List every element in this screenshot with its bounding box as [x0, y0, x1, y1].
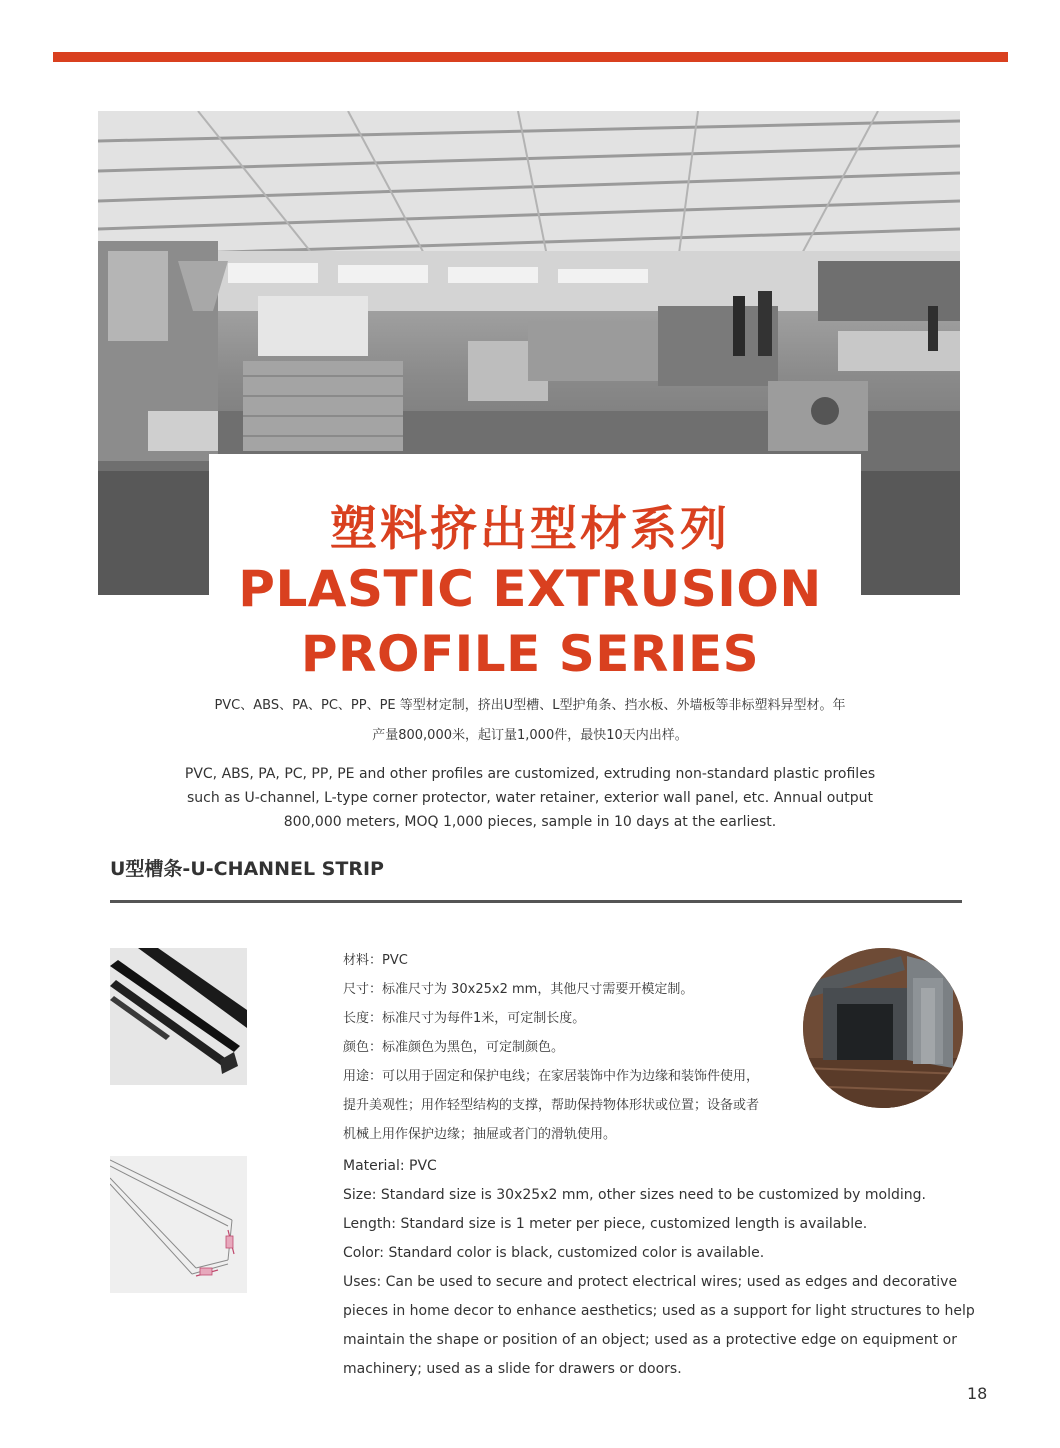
u-channel-closeup-photo: [803, 948, 963, 1108]
spec-uses-en: machinery; used as a slide for drawers or doors.: [343, 1361, 682, 1377]
description-english: [180, 762, 880, 834]
spec-uses-en: pieces in home decor to enhance aesthetics; used as a support for light structures to help: [343, 1303, 975, 1319]
page-number: 18: [967, 1384, 988, 1403]
title-english-line-2: PROFILE SERIES: [300, 625, 760, 683]
section-divider: [110, 900, 962, 903]
spec-uses-cn: 机械上用作保护边缘；抽屉或者门的滑轨使用。: [343, 1127, 617, 1142]
description-chinese-line-2: 产量800,000米，起订量1,000件，最快10天内出样。: [372, 728, 688, 743]
spec-size-en: Size: Standard size is 30x25x2 mm, other sizes need to be customized by molding.: [343, 1187, 926, 1203]
description-english-line: PVC, ABS, PA, PC, PP, PE and other profiles are customized, extruding non-standard plastic profiles: [184, 766, 876, 782]
u-channel-technical-drawing: [110, 1156, 247, 1293]
section-title: U型槽条-U-CHANNEL STRIP: [110, 858, 384, 880]
specifications-chinese: [343, 946, 793, 1149]
title-chinese: 塑料挤出型材系列: [330, 502, 730, 557]
description-english-line: such as U-channel, L-type corner protector, water retainer, exterior wall panel, etc. Annual output: [187, 790, 873, 806]
description-chinese-line-1: PVC、ABS、PA、PC、PP、PE 等型材定制，挤出U型槽、L型护角条、挡水板、外墙板等非标塑料异型材。年: [214, 698, 846, 713]
spec-material-cn: 材料：PVC: [343, 953, 408, 968]
spec-uses-en: Uses: Can be used to secure and protect electrical wires; used as edges and decorative: [343, 1274, 958, 1290]
u-channel-product-photo: [110, 948, 247, 1085]
spec-material-en: Material: PVC: [343, 1158, 437, 1174]
spec-length-cn: 长度：标准尺寸为每件1米，可定制长度。: [343, 1011, 586, 1026]
description-english-line: 800,000 meters, MOQ 1,000 pieces, sample in 10 days at the earliest.: [283, 814, 777, 830]
title-english-line-1: PLASTIC EXTRUSION: [238, 560, 822, 618]
specifications-english: [343, 1152, 975, 1384]
spec-color-en: Color: Standard color is black, customized color is available.: [343, 1245, 765, 1261]
top-accent-bar: [53, 52, 1008, 62]
spec-uses-cn: 提升美观性；用作轻型结构的支撑，帮助保持物体形状或位置；设备或者: [343, 1098, 760, 1113]
spec-uses-cn: 用途：可以用于固定和保护电线；在家居装饰中作为边缘和装饰件使用，: [343, 1069, 760, 1084]
spec-uses-en: maintain the shape or position of an object; used as a protective edge on equipment or: [343, 1332, 957, 1348]
spec-length-en: Length: Standard size is 1 meter per piece, customized length is available.: [343, 1216, 868, 1232]
spec-color-cn: 颜色：标准颜色为黑色，可定制颜色。: [343, 1040, 565, 1055]
spec-size-cn: 尺寸：标准尺寸为 30x25x2 mm，其他尺寸需要开模定制。: [343, 982, 694, 997]
